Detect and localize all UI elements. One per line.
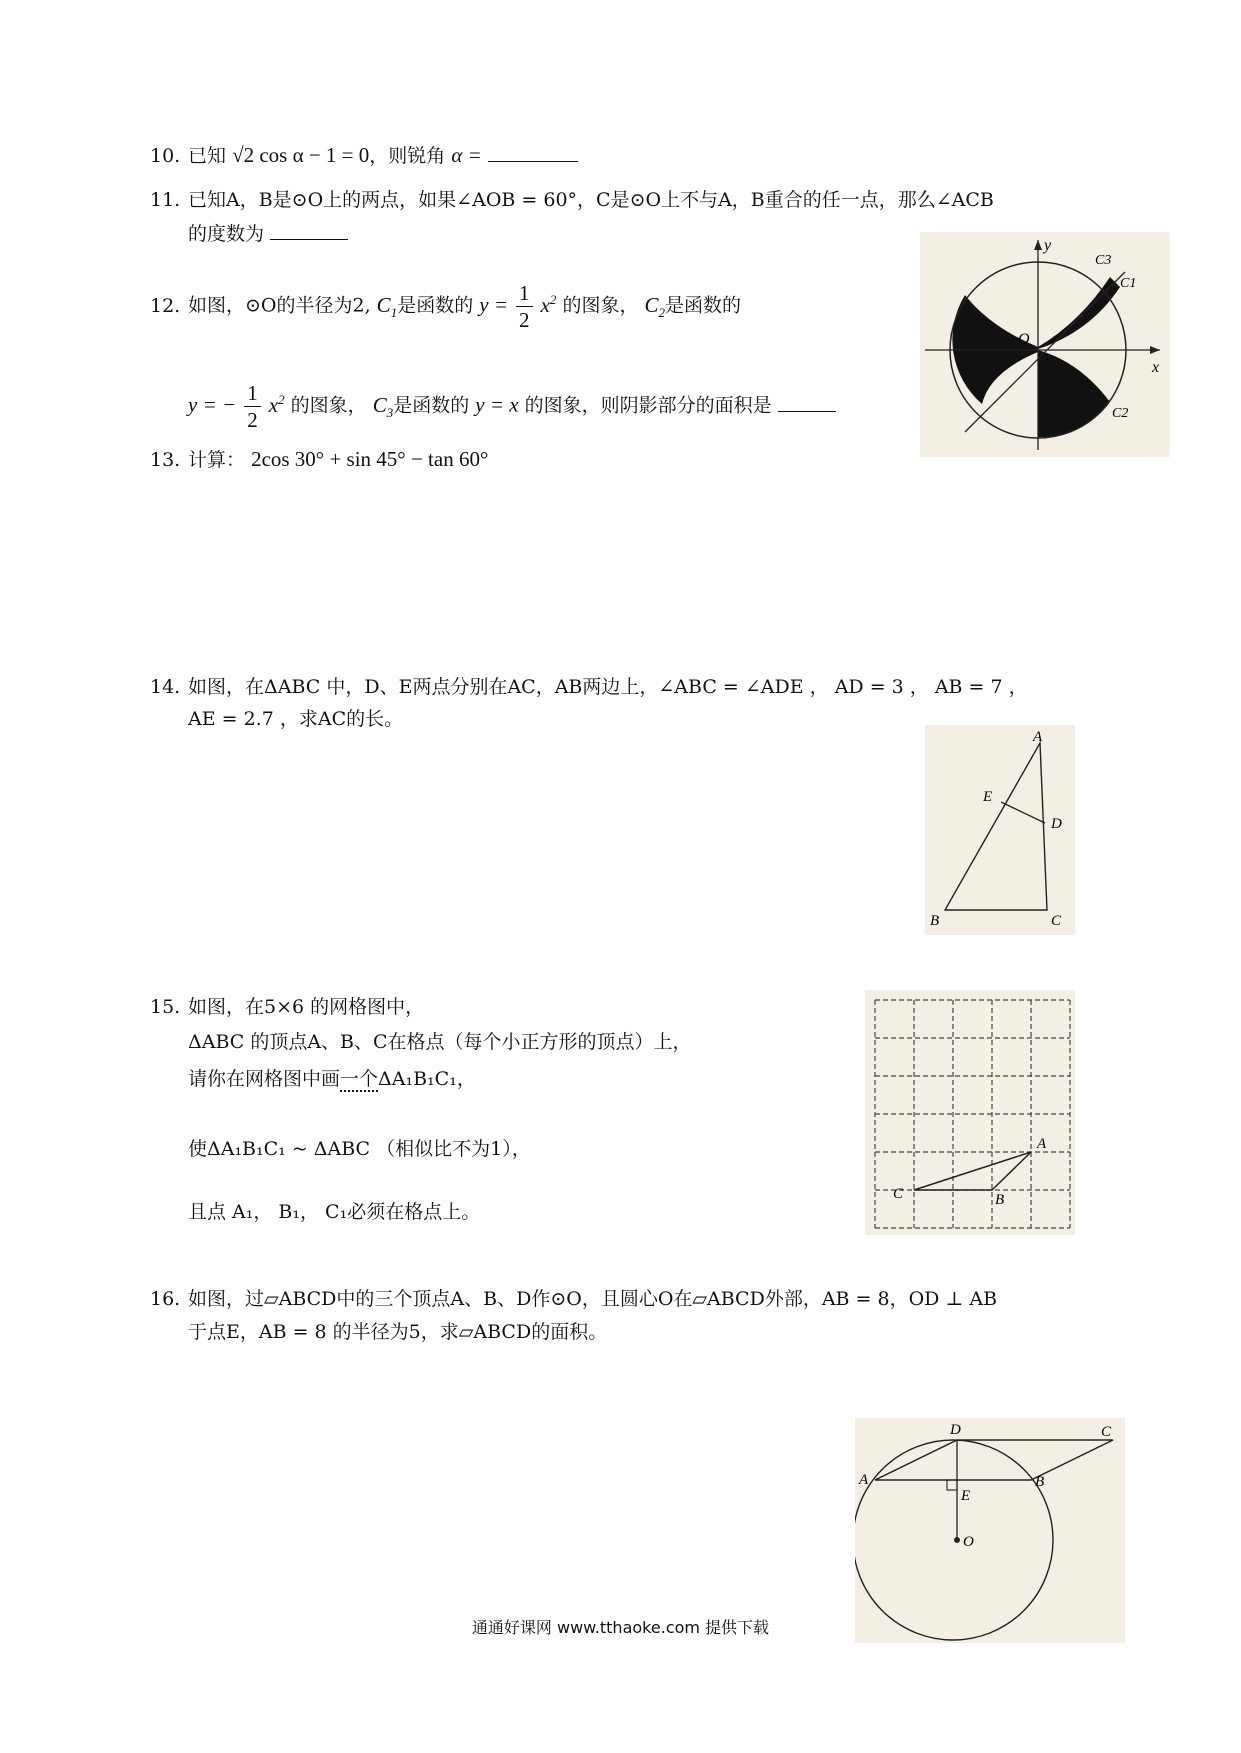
q14-text-1: 如图，在ΔABC 中，D、E两点分别在AC，AB两边上，∠ABC = ∠ADE ， AD = 3 ， AB = 7 ， [188,676,1028,698]
page-footer: 通通好课网 www.tthaoke.com 提供下载 [471,1618,770,1637]
q16-parallelogram-abcd [875,1440,1113,1480]
q12-fraction-2: $\frac{1}{2}$ [244,380,261,433]
q10-text-1: 已知 [188,145,227,167]
q12-text-6: 是函数的 [393,394,470,417]
q15-number: 15. [150,996,181,1018]
q10-line [150,143,578,168]
q12-figure-svg [920,232,1170,457]
q15-text-3a: 请你在网格图中画 [188,1068,341,1090]
q10-answer-blank [488,159,578,162]
q12-shade-lower-right [1038,350,1110,437]
q12-text-3: 的图象， [562,294,639,317]
q14-figure [925,725,1075,935]
q13-text: 计算： [188,449,246,471]
q14-label-a: A [1033,729,1043,745]
q12-y-arrow [1034,240,1042,250]
q12-c2: $C_2$ [644,292,666,320]
q16-number: 16. [150,1288,181,1310]
q12-label-o: O [1018,331,1030,348]
q14-line-1 [150,675,1028,699]
q14-segment-ed [1001,802,1045,823]
q14-label-d: D [1051,816,1062,832]
q12-shade-upper-right [1038,277,1120,349]
q16-label-d: D [950,1422,961,1438]
q12-text-5: 的图象， [290,394,367,417]
q10-equation: √2 cos α − 1 = 0 [232,143,370,167]
q16-figure-svg [855,1418,1125,1643]
q12-line-1 [150,280,741,333]
q12-label-c3: C3 [1095,253,1112,268]
q15-line-5 [188,1200,480,1224]
q15-label-c: C [893,1186,904,1202]
q15-grid [875,1000,1070,1228]
q15-text-4: 使ΔA₁B₁C₁ ~ ΔABC （相似比不为1）， [188,1138,531,1160]
q14-number: 14. [150,676,181,698]
q14-figure-svg [925,725,1075,935]
q12-y-eq: y = [479,292,508,317]
q15-figure [865,990,1075,1235]
q16-label-b: B [1035,1474,1045,1490]
q16-line-1 [150,1287,997,1311]
q11-number: 11. [150,189,181,211]
q11-text-2: 的度数为 [188,223,265,245]
q12-text-4: 是函数的 [665,294,742,317]
q15-line-4 [188,1137,531,1161]
q16-right-angle-mark [947,1480,957,1490]
q15-figure-svg [865,990,1075,1235]
q15-triangle-abc [914,1152,1031,1190]
q15-line-1 [150,995,424,1019]
q14-triangle-abc [945,743,1047,910]
q10-number: 10. [150,145,181,167]
q12-x-arrow [1150,346,1160,354]
q15-label-b: B [995,1192,1005,1208]
q12-text-1: 如图，⊙O的半径为2, [188,294,371,317]
q12-y-eq-x: y = x [475,392,519,417]
q12-x-squared-2: $x^2$ [268,391,285,417]
q16-label-o: O [963,1534,974,1550]
q14-line-2 [188,707,403,731]
q15-text-3c: ΔA₁B₁C₁， [378,1068,476,1090]
q12-label-c1: C1 [1120,276,1137,291]
q12-figure [920,232,1170,457]
q12-answer-blank [778,409,836,412]
q12-number: 12. [150,294,181,317]
q16-label-c: C [1101,1424,1112,1440]
q12-c3: $C_3$ [372,392,394,420]
q14-label-c: C [1051,913,1062,929]
q11-line-1 [150,188,994,212]
q16-label-e: E [961,1488,971,1504]
q14-label-b: B [930,913,940,929]
q16-text-1: 如图，过▱ABCD中的三个顶点A、B、D作⊙O，且圆心O在▱ABCD外部，AB = 8，OD ⊥ AB [188,1288,998,1310]
q13-line [150,447,488,472]
q16-text-2: 于点E，AB = 8 的半径为5，求▱ABCD的面积。 [188,1321,608,1343]
q11-text-1: 已知A，B是⊙O上的两点，如果∠AOB = 60°，C是⊙O上不与A，B重合的任一点，那么∠ACB [188,189,994,211]
q14-label-e: E [983,789,993,805]
q10-alpha: α = [451,143,482,167]
q12-c1: $C_1$ [376,292,398,320]
q16-figure [855,1418,1125,1643]
q11-line-2 [188,222,348,246]
q12-label-x: x [1152,359,1160,376]
q13-expression: 2cos 30° + sin 45° − tan 60° [251,447,489,471]
q12-label-y: y [1044,237,1052,254]
q15-text-2: ΔABC 的顶点A、B、C在格点（每个小正方形的顶点）上， [188,1031,692,1053]
q15-label-a: A [1037,1136,1047,1152]
q12-text-7: 的图象，则阴影部分的面积是 [524,394,772,417]
q16-label-a: A [859,1472,869,1488]
q15-text-5: 且点 A₁， B₁， C₁必须在格点上。 [188,1201,481,1223]
q16-line-2 [188,1320,607,1344]
q14-text-2: AE = 2.7 ，求AC的长。 [188,708,404,730]
q12-x-squared-1: $x^2$ [540,291,557,317]
q11-answer-blank [270,237,348,240]
q12-fraction-1: $\frac{1}{2}$ [516,280,533,333]
q12-line-2 [188,380,836,433]
q13-number: 13. [150,449,181,471]
q12-label-c2: C2 [1112,406,1129,421]
q15-text-3b: 一个 [340,1068,379,1090]
q15-line-2 [188,1030,692,1054]
q15-line-3 [188,1067,476,1091]
q10-text-2: ，则锐角 [369,145,446,167]
q15-text-1: 如图，在5×6 的网格图中， [188,996,425,1018]
q12-y-eq-neg: y = − [188,392,237,417]
q16-center-point [954,1537,960,1543]
q12-text-2: 是函数的 [397,294,474,317]
